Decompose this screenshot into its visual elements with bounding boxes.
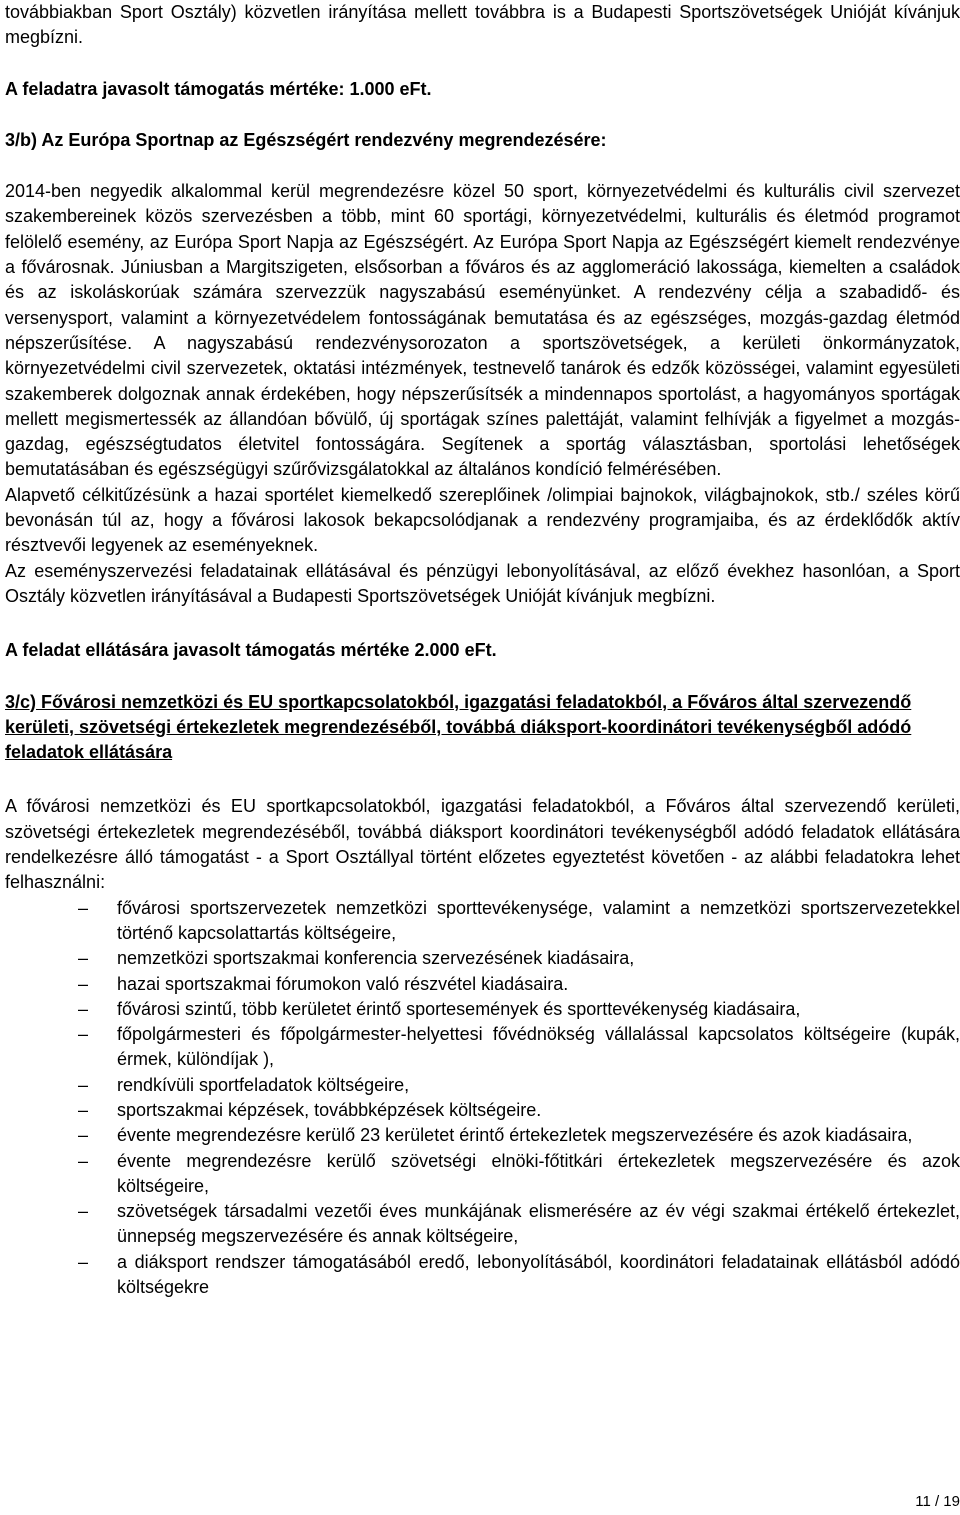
list-item-text: a diáksport rendszer támogatásából eredő, lebonyolításából, koordinátori feladatainak ellátásból adódó költségekre	[117, 1251, 960, 1298]
list-item	[5, 1250, 960, 1301]
page-number: 11 / 19	[915, 1493, 960, 1510]
dash-bullet: –	[78, 998, 89, 1019]
list-item	[5, 896, 960, 947]
section-c-intro: A fővárosi nemzetközi és EU sportkapcsolatokból, igazgatási feladatokból, a Főváros által szervezendő kerületi, szövetségi értekezletek megrendezéséből, továbbá diáksport koordinátori tevékenységből adódó feladatok ellátására rendelkezésre álló támogatást - a Sport Osztállyal történt előzetes egyeztetést követően - az alábbi feladatokra lehet felhasználni:	[5, 796, 960, 893]
list-item	[5, 1022, 960, 1073]
list-item	[5, 997, 960, 1022]
section-b-paragraph-3: Az eseményszervezési feladatainak ellátásával és pénzügyi lebonyolításával, az előző évekhez hasonlóan, a Sport Osztály közvetlen irányításával a Budapesti Sportszövetségek Unióját kívánjuk megbízni.	[5, 560, 960, 606]
list-item-text: évente megrendezésre kerülő szövetségi elnöki-főtitkári értekezletek megszervezésére és azok költségeire,	[117, 1150, 960, 1196]
dash-bullet: –	[78, 1201, 89, 1222]
list-item-text: fővárosi sportszervezetek nemzetközi sporttevékenysége, valamint a nemzetközi sportszervezetekkel történő kapcsolattartás költségeire,	[117, 897, 960, 943]
dash-bullet: –	[78, 1150, 89, 1171]
section-b-heading: 3/b) Az Európa Sportnap az Egészségért rendezvény megrendezésére:	[5, 129, 607, 150]
list-item	[5, 1073, 960, 1098]
prev-section-tail: továbbiakban Sport Osztály) közvetlen irányítása mellett továbbra is a Budapesti Sportszövetségek Unióját kívánjuk megbízni.	[5, 2, 960, 48]
section-c-task-list	[5, 896, 960, 1301]
dash-bullet: –	[78, 1251, 89, 1272]
list-item-text: szövetségek társadalmi vezetői éves munkájának elismerésére az év végi szakmai értékelő értekezlet, ünnepség megszervezésére és annak költségeire,	[117, 1201, 960, 1247]
dash-bullet: –	[78, 948, 89, 969]
dash-bullet: –	[78, 973, 89, 994]
list-item-text: hazai sportszakmai fórumokon való részvétel kiadásaira.	[117, 973, 569, 994]
dash-bullet: –	[78, 1125, 89, 1146]
dash-bullet: –	[78, 1024, 89, 1045]
list-item-text: főpolgármesteri és főpolgármester-helyettesi fővédnökség vállalással kapcsolatos költségeire (kupák, érmek, különdíjak ),	[117, 1024, 960, 1070]
dash-bullet: –	[78, 1099, 89, 1120]
list-item	[5, 1199, 960, 1250]
section-b-paragraph-2: Alapvető célkitűzésünk a hazai sportélet kiemelkedő szereplőinek /olimpiai bajnokok, világbajnokok, stb./ széles körű bevonásán túl az, hogy a fővárosi lakosok bekapcsolódjanak a rendezvény programjaiba, és az érdeklődők aktív résztvevői legyenek az eseményeknek.	[5, 484, 960, 556]
list-item-text: sportszakmai képzések, továbbképzések költségeire.	[117, 1099, 542, 1120]
dash-bullet: –	[78, 1074, 89, 1095]
list-item	[5, 972, 960, 997]
document-page	[5, 0, 960, 1300]
list-item	[5, 946, 960, 971]
list-item	[5, 1149, 960, 1200]
prev-support-amount: A feladatra javasolt támogatás mértéke: 1.000 eFt.	[5, 78, 432, 99]
list-item-text: fővárosi szintű, több kerületet érintő sportesemények és sporttevékenység kiadásaira,	[117, 998, 801, 1019]
section-c-heading: 3/c) Fővárosi nemzetközi és EU sportkapcsolatokból, igazgatási feladatokból, a Főváros által szervezendő kerületi, szövetségi értekezletek megrendezéséből, továbbá diáksport-koordinátori tevékenységből adódó feladatok ellátására	[5, 691, 912, 763]
section-b-support-amount: A feladat ellátására javasolt támogatás mértéke 2.000 eFt.	[5, 640, 497, 661]
list-item	[5, 1098, 960, 1123]
section-b-paragraph-1: 2014-ben negyedik alkalommal kerül megrendezésre közel 50 sport, környezetvédelmi és kulturális civil szervezet szakembereinek közös szervezésben a több, mint 60 sportági, környezetvédelmi, kulturális és életmód programot felölelő esemény, az Európa Sport Napja az Egészségért. Az Európa Sport Napja az Egészségért kiemelt rendezvénye a fővárosnak. Júniusban a Margitszigeten, elsősorban a főváros és az agglomeráció lakossága, kiemelten a családok és az iskoláskorúak számára szervezzük nagyszabású eseményünket. A rendezvény célja a szabadidő- és versenysport, valamint a környezetvédelem fontosságának bemutatása és az egészséges, mozgás-gazdag életmód népszerűsítése. A nagyszabású rendezvénysorozaton a sportszövetségek, a kerületi önkormányzatok, környezetvédelmi civil szervezetek, oktatási intézmények, testnevelő tanárok és edzők közösségei, valamint egyesületi szakemberek dolgoznak annak érdekében, hogy népszerűsítsék a mindennapos sportolást, a hagyományos sportágak mellett megismertessék az állandóan bővülő, új sportágak színes palettáját, valamint felhívják a figyelmet a mozgás-gazdag, egészségtudatos életvitel fontosságára. Segítenek a sportág választásban, sportolási lehetőségek bemutatásában és egészségügyi szűrővizsgálatokkal az általános kondíció felmérésében.	[5, 181, 960, 480]
list-item-text: rendkívüli sportfeladatok költségeire,	[117, 1074, 410, 1095]
list-item-text: évente megrendezésre kerülő 23 kerületet érintő értekezletek megszervezésére és azok kiadásaira,	[117, 1125, 913, 1146]
dash-bullet: –	[78, 897, 89, 918]
list-item	[5, 1123, 960, 1148]
list-item-text: nemzetközi sportszakmai konferencia szervezésének kiadásaira,	[117, 948, 635, 969]
